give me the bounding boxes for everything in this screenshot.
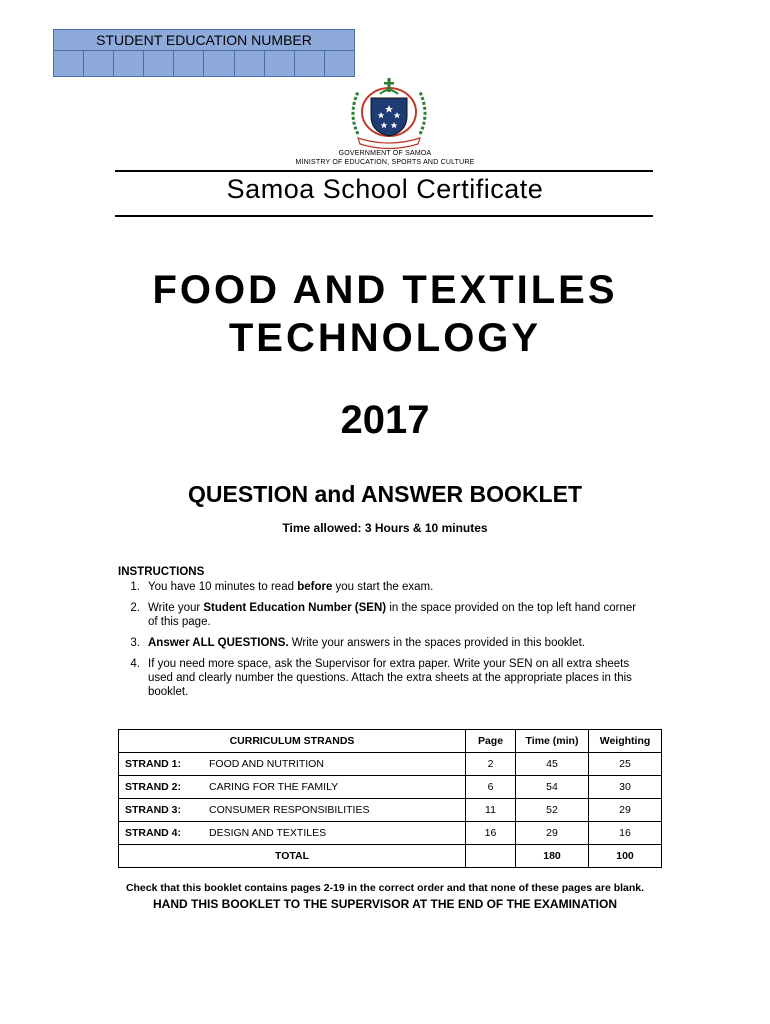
certificate-title: Samoa School Certificate — [226, 174, 544, 204]
instructions-heading: INSTRUCTIONS — [118, 566, 205, 578]
ministry-label: MINISTRY OF EDUCATION, SPORTS AND CULTURE — [295, 159, 475, 166]
table-header-row — [119, 730, 662, 753]
strand-name: FOOD AND NUTRITION — [203, 753, 466, 776]
strand-name: CARING FOR THE FAMILY — [203, 776, 466, 799]
exam-year: 2017 — [340, 398, 430, 442]
instruction-item — [118, 657, 648, 699]
table-row — [119, 799, 662, 822]
strand-label: STRAND 2: — [119, 776, 204, 799]
instruction-text-part: Write your answers in the spaces provided in this booklet. — [288, 637, 585, 649]
instruction-text — [148, 601, 648, 629]
instruction-text-part: If you need more space, ask the Supervisor for extra paper. Write your SEN on all extra sheets used and clearly number the questions. Attach the extra sheets at the appropriate places in this booklet. — [148, 658, 632, 698]
total-weighting: 100 — [589, 845, 662, 868]
subject-title-line1: FOOD AND TEXTILES — [152, 268, 618, 312]
strand-time: 45 — [516, 753, 589, 776]
sen-digit-cell[interactable] — [325, 51, 354, 76]
strand-label: STRAND 4: — [119, 822, 204, 845]
strand-name: DESIGN AND TEXTILES — [203, 822, 466, 845]
header-strands: CURRICULUM STRANDS — [119, 730, 466, 753]
subject-title — [0, 266, 770, 362]
strand-label: STRAND 3: — [119, 799, 204, 822]
table-row — [119, 822, 662, 845]
total-label: TOTAL — [119, 845, 466, 868]
instruction-text — [148, 636, 648, 650]
sen-cells — [54, 51, 354, 76]
strand-page: 6 — [466, 776, 516, 799]
total-time: 180 — [516, 845, 589, 868]
subject-title-line2: TECHNOLOGY — [228, 316, 542, 360]
strand-time: 52 — [516, 799, 589, 822]
strand-time: 29 — [516, 822, 589, 845]
table-total-row — [119, 845, 662, 868]
sen-digit-cell[interactable] — [84, 51, 114, 76]
hand-in-note: HAND THIS BOOKLET TO THE SUPERVISOR AT THE END OF THE EXAMINATION — [152, 897, 618, 911]
header-time: Time (min) — [516, 730, 589, 753]
sen-digit-cell[interactable] — [114, 51, 144, 76]
booklet-title: QUESTION and ANSWER BOOKLET — [188, 481, 582, 507]
strand-weighting: 16 — [589, 822, 662, 845]
strand-page: 2 — [466, 753, 516, 776]
instruction-text — [148, 580, 648, 594]
table-row — [119, 753, 662, 776]
strand-weighting: 29 — [589, 799, 662, 822]
header-page: Page — [466, 730, 516, 753]
strand-label: STRAND 1: — [119, 753, 204, 776]
instruction-item — [118, 601, 648, 629]
strand-page: 16 — [466, 822, 516, 845]
sen-digit-cell[interactable] — [174, 51, 204, 76]
instruction-text-bold: before — [297, 581, 333, 593]
curriculum-strands-table — [118, 729, 662, 868]
strand-weighting: 30 — [589, 776, 662, 799]
total-page — [466, 845, 516, 868]
strand-name: CONSUMER RESPONSIBILITIES — [203, 799, 466, 822]
instruction-text-bold: Student Education Number (SEN) — [203, 602, 387, 614]
instruction-number: 3. — [130, 637, 140, 649]
instruction-text-part: you start the exam. — [332, 581, 434, 593]
samoa-coat-of-arms-icon — [344, 74, 434, 150]
sen-digit-cell[interactable] — [265, 51, 295, 76]
sen-digit-cell[interactable] — [295, 51, 325, 76]
time-allowed: Time allowed: 3 Hours & 10 minutes — [282, 521, 488, 535]
sen-digit-cell[interactable] — [54, 51, 84, 76]
page-check-note: Check that this booklet contains pages 2-19 in the correct order and that none of these pages are blank. — [125, 882, 645, 894]
sen-title: STUDENT EDUCATION NUMBER — [54, 30, 354, 51]
instruction-item — [118, 636, 648, 650]
government-label: GOVERNMENT OF SAMOA — [338, 150, 432, 157]
sen-digit-cell[interactable] — [204, 51, 234, 76]
sen-digit-cell[interactable] — [235, 51, 265, 76]
instruction-number: 1. — [130, 581, 140, 593]
header-rule-bottom — [115, 215, 653, 217]
sen-digit-cell[interactable] — [144, 51, 174, 76]
strand-page: 11 — [466, 799, 516, 822]
header-rule-top — [115, 170, 653, 172]
strand-time: 54 — [516, 776, 589, 799]
strand-weighting: 25 — [589, 753, 662, 776]
header-weighting: Weighting — [589, 730, 662, 753]
student-education-number-box — [53, 29, 355, 77]
instruction-number: 4. — [130, 658, 140, 670]
instruction-text — [148, 657, 648, 699]
instructions — [118, 566, 648, 706]
instruction-text-bold: Answer ALL QUESTIONS. — [148, 637, 289, 649]
instruction-item — [118, 580, 648, 594]
instruction-number: 2. — [130, 602, 140, 614]
table-row — [119, 776, 662, 799]
instruction-text-part: Write your — [148, 602, 204, 614]
instruction-text-part: You have 10 minutes to read — [148, 581, 298, 593]
instruction-text-part: in the space provided on the top left hand corner of this page. — [148, 602, 637, 628]
